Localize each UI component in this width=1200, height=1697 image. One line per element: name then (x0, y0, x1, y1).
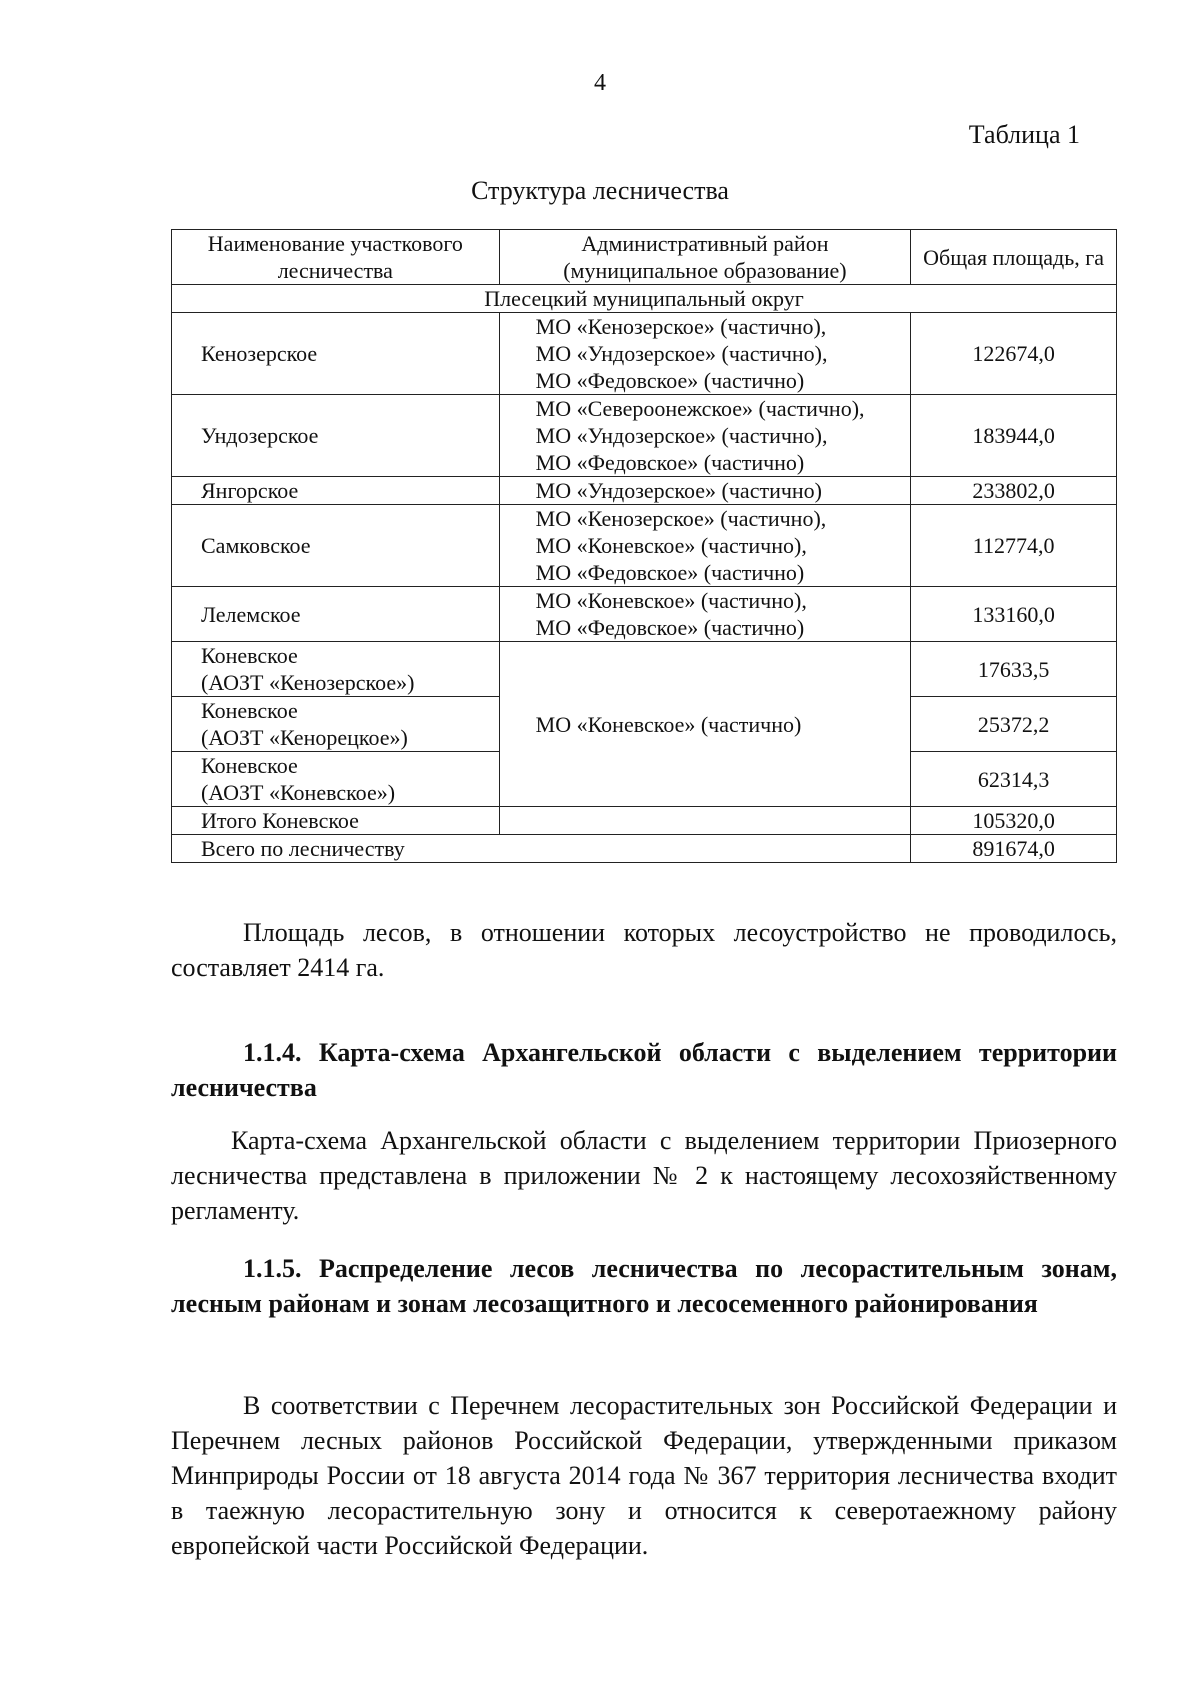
area-cell: 122674,0 (911, 313, 1117, 395)
area-cell: 62314,3 (911, 752, 1117, 807)
admin-district-cell: МО «Коневское» (частично) (499, 642, 911, 807)
admin-line: МО «Федовское» (частично) (535, 560, 805, 585)
admin-district-cell (499, 313, 911, 395)
forestry-name-cell: Ундозерское (172, 395, 500, 477)
admin-line: МО «Ундозерское» (частично), (535, 341, 828, 366)
table-label: Таблица 1 (968, 120, 1080, 149)
table-row (172, 642, 1117, 697)
name-line: Коневское (201, 753, 298, 778)
total-row (172, 835, 1117, 863)
forestry-name-cell (172, 697, 500, 752)
table-row (172, 395, 1117, 477)
table-header-row (172, 230, 1117, 285)
area-cell: 233802,0 (911, 477, 1117, 505)
header-cell: Общая площадь, га (911, 230, 1117, 285)
forest-area-paragraph: Площадь лесов, в отношении которых лесоустройство не проводилось, составляет 2414 га. (171, 918, 1117, 982)
subtotal-area: 105320,0 (911, 807, 1117, 835)
name-line: Коневское (201, 698, 298, 723)
forestry-structure-table (171, 229, 1117, 863)
admin-line: МО «Кенозерское» (частично), (535, 314, 827, 339)
admin-line: МО «Ундозерское» (частично) (535, 478, 823, 503)
group-cell: Плесецкий муниципальный округ (172, 285, 1117, 313)
forestry-name-cell: Кенозерское (172, 313, 500, 395)
forestry-name-cell (172, 642, 500, 697)
section-heading-1-1-4: 1.1.4. Карта-схема Архангельской области с выделением территории лесничества (171, 1038, 1117, 1102)
admin-line: МО «Федовское» (частично) (535, 615, 805, 640)
header-cell: Административный район (муниципальное образование) (499, 230, 911, 285)
admin-line: МО «Ундозерское» (частично), (535, 423, 828, 448)
name-line: (АОЗТ «Кенозерское») (201, 670, 415, 695)
name-line: (АОЗТ «Кенорецкое») (201, 725, 408, 750)
admin-line: МО «Коневское» (частично), (535, 588, 807, 613)
header-cell: Наименование участкового лесничества (172, 230, 500, 285)
admin-line: МО «Кенозерское» (частично), (535, 506, 827, 531)
admin-line: МО «Североонежское» (частично), (535, 396, 865, 421)
area-cell: 17633,5 (911, 642, 1117, 697)
table-title: Структура лесничества (471, 176, 729, 205)
total-area: 891674,0 (911, 835, 1117, 863)
section-text-1-1-4: Карта-схема Архангельской области с выделением территории Приозерного лесничества представлена в приложении № 2 к настоящему лесохозяйственному регламенту. (171, 1126, 1117, 1225)
total-label: Всего по лесничеству (172, 835, 911, 863)
forestry-name-cell: Лелемское (172, 587, 500, 642)
table-row (172, 477, 1117, 505)
name-line: Коневское (201, 643, 298, 668)
section-heading-1-1-5: 1.1.5. Распределение лесов лесничества по лесорастительным зонам, лесным районам и зонам лесозащитного и лесосеменного районирования (171, 1254, 1117, 1318)
area-cell: 25372,2 (911, 697, 1117, 752)
table-row (172, 587, 1117, 642)
table-group-row (172, 285, 1117, 313)
name-line: (АОЗТ «Коневское») (201, 780, 396, 805)
admin-line: МО «Федовское» (частично) (535, 368, 805, 393)
forestry-name-cell: Самковское (172, 505, 500, 587)
section-text-1-1-5: В соответствии с Перечнем лесорастительных зон Российской Федерации и Перечнем лесных районов Российской Федерации, утвержденными приказом Минприроды России от 18 августа 2014 года № 367 территория лесничества входит в таежную лесорастительную зону и относится к северотаежному району европейской части Российской Федерации. (171, 1391, 1117, 1560)
subtotal-label: Итого Коневское (172, 807, 500, 835)
admin-district-cell (499, 505, 911, 587)
table-row (172, 313, 1117, 395)
admin-line: МО «Федовское» (частично) (535, 450, 805, 475)
page-number: 4 (594, 70, 606, 96)
forestry-name-cell (172, 752, 500, 807)
admin-district-cell (499, 395, 911, 477)
area-cell: 183944,0 (911, 395, 1117, 477)
admin-line: МО «Коневское» (частично), (535, 533, 807, 558)
area-cell: 112774,0 (911, 505, 1117, 587)
admin-district-cell (499, 477, 911, 505)
subtotal-row (172, 807, 1117, 835)
table-row (172, 505, 1117, 587)
empty-cell (499, 807, 911, 835)
area-cell: 133160,0 (911, 587, 1117, 642)
forestry-name-cell: Янгорское (172, 477, 500, 505)
admin-district-cell (499, 587, 911, 642)
